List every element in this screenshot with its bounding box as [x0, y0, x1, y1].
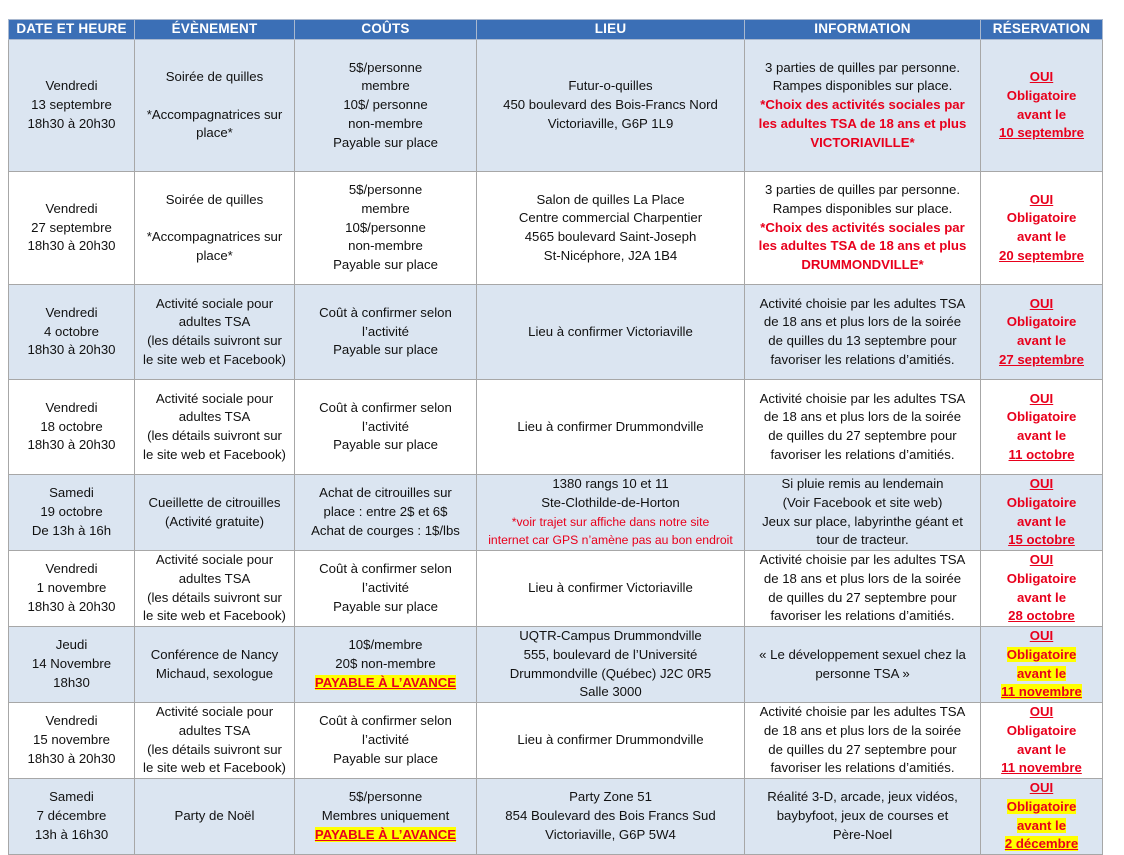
- reservation-obl: [984, 209, 1099, 228]
- cell-line: 854 Boulevard des Bois Francs Sud: [505, 808, 716, 824]
- reservation-date-text: 11 novembre: [1001, 684, 1082, 700]
- cell-line: Réalité 3-D, arcade, jeux vidéos,: [767, 789, 958, 805]
- cell-line: Lieu à confirmer Victoriaville: [528, 580, 693, 596]
- cell-line: *Choix des activités sociales par: [760, 219, 965, 235]
- cell-line: Samedi: [49, 789, 94, 805]
- cell-line: 18h30 à 20h30: [27, 238, 116, 254]
- reservation-date: [984, 351, 1099, 370]
- cell-line: Futur-o-quilles: [568, 78, 653, 94]
- reservation-avant: [984, 332, 1099, 351]
- reservation-oui: [984, 779, 1099, 798]
- cell-line: le site web et Facebook): [143, 351, 286, 367]
- cell-line: 10$/ personne: [343, 97, 428, 113]
- schedule-table: [8, 19, 1103, 855]
- cell-line: adultes TSA: [178, 722, 251, 738]
- cell-line: 14 Novembre: [31, 656, 112, 672]
- cost-cell: [295, 551, 477, 627]
- reservation-obl: [984, 798, 1099, 817]
- place-cell: [477, 380, 745, 475]
- place-cell: [477, 40, 745, 172]
- reservation-date: [984, 683, 1099, 702]
- reservation-avant-text: avant le: [1016, 513, 1067, 529]
- reservation-obl-text: Obligatoire: [1006, 409, 1077, 425]
- cell-line: Père-Noel: [832, 826, 893, 842]
- cell-line: 18h30 à 20h30: [27, 437, 116, 453]
- reservation-oui-text: OUI: [1029, 780, 1054, 796]
- event-cell: [135, 40, 295, 172]
- reservation-avant: [984, 427, 1099, 446]
- reservation-oui: [984, 390, 1099, 409]
- table-row: [9, 551, 1103, 627]
- cell-line: 19 octobre: [40, 504, 103, 520]
- table-row: [9, 380, 1103, 475]
- reservation-date-text: 11 novembre: [1001, 760, 1082, 776]
- cell-line: St-Nicéphore, J2A 1B4: [543, 247, 678, 263]
- event-cell: [135, 172, 295, 285]
- reservation-avant-text: avant le: [1016, 741, 1067, 757]
- cell-line: De 13h à 16h: [31, 522, 112, 538]
- reservation-date-text: 20 septembre: [998, 247, 1085, 263]
- cell-line: 18h30 à 20h30: [27, 750, 116, 766]
- reservation-oui: [984, 68, 1099, 87]
- cell-line: VICTORIAVILLE*: [810, 134, 915, 150]
- cell-line: de quilles du 27 septembre pour: [768, 428, 957, 443]
- cell-line: 10$/membre: [348, 637, 423, 653]
- cell-line: 18h30 à 20h30: [27, 598, 116, 614]
- reservation-date-text: 15 octobre: [1008, 532, 1075, 548]
- cell-line: Coût à confirmer selon: [319, 399, 452, 415]
- cell-line: de 18 ans et plus lors de la soirée: [763, 409, 962, 425]
- cost-cell: [295, 779, 477, 855]
- cell-line: l’activité: [362, 580, 409, 596]
- cell-line: Membres uniquement: [321, 808, 450, 824]
- cell-line: adultes TSA: [178, 409, 251, 425]
- cell-line: Centre commercial Charpentier: [518, 210, 703, 226]
- cell-line: [138, 87, 291, 106]
- cost-cell: [295, 475, 477, 551]
- reservation-avant-text: avant le: [1016, 589, 1067, 605]
- table-row: [9, 475, 1103, 551]
- event-cell: [135, 627, 295, 703]
- cell-line: 27 septembre: [31, 219, 112, 235]
- cell-line: 18h30: [53, 674, 90, 690]
- place-cell: [477, 779, 745, 855]
- cell-line: Vendredi: [45, 78, 98, 94]
- payment-alert: PAYABLE À L’AVANCE: [314, 674, 457, 690]
- cell-line: Lieu à confirmer Drummondville: [517, 732, 704, 748]
- reservation-date: [984, 607, 1099, 626]
- cell-line: Activité choisie par les adultes TSA: [759, 295, 966, 311]
- info-cell: [745, 285, 981, 380]
- reservation-oui-text: OUI: [1029, 704, 1054, 720]
- reservation-avant-text: avant le: [1016, 333, 1067, 348]
- cell-line: Vendredi: [45, 561, 98, 577]
- reservation-obl-text: Obligatoire: [1006, 646, 1077, 662]
- info-cell: [745, 172, 981, 285]
- table-row: [9, 627, 1103, 703]
- reservation-avant: [984, 513, 1099, 532]
- cell-line: membre: [361, 78, 410, 94]
- reservation-obl: [984, 722, 1099, 741]
- reservation-avant: [984, 106, 1099, 125]
- cell-line: Payable sur place: [333, 598, 438, 614]
- reservation-obl-text: Obligatoire: [1006, 798, 1077, 814]
- reservation-date: [984, 124, 1099, 143]
- cell-line: 10$/personne: [345, 219, 426, 235]
- cell-line: place : entre 2$ et 6$: [323, 504, 448, 520]
- place-cell: [477, 551, 745, 627]
- cell-line: UQTR-Campus Drummondville: [519, 628, 702, 644]
- event-cell: [135, 285, 295, 380]
- cell-line: Achat de courges : 1$/lbs: [311, 522, 460, 538]
- date-cell: [9, 172, 135, 285]
- cell-line: 1 novembre: [36, 580, 107, 596]
- reservation-cell: [981, 172, 1103, 285]
- reservation-obl: [984, 87, 1099, 106]
- cell-line: Activité sociale pour: [155, 704, 274, 720]
- cell-line: *voir trajet sur affiche dans notre site: [511, 514, 710, 529]
- cell-line: Samedi: [49, 485, 94, 501]
- cell-line: non-membre: [348, 115, 423, 131]
- cell-line: le site web et Facebook): [143, 760, 286, 776]
- cell-line: Achat de citrouilles sur: [319, 485, 452, 501]
- cell-line: Activité sociale pour: [155, 390, 274, 406]
- date-cell: [9, 703, 135, 779]
- cell-line: Coût à confirmer selon: [319, 304, 452, 320]
- header-place: LIEU: [477, 20, 745, 40]
- reservation-date: [984, 531, 1099, 550]
- reservation-obl-text: Obligatoire: [1006, 722, 1077, 738]
- header-row: [9, 20, 1103, 40]
- reservation-date-text: 2 décembre: [1004, 836, 1079, 852]
- cell-line: 5$/personne: [348, 59, 423, 75]
- cell-line: Salle 3000: [579, 684, 642, 700]
- reservation-cell: [981, 551, 1103, 627]
- reservation-date-text: 11 octobre: [1008, 446, 1075, 462]
- info-cell: [745, 627, 981, 703]
- reservation-oui-text: OUI: [1029, 476, 1054, 492]
- cell-line: Vendredi: [45, 304, 98, 320]
- date-cell: [9, 551, 135, 627]
- cell-line: 555, boulevard de l’Université: [523, 646, 698, 662]
- reservation-oui-text: OUI: [1029, 69, 1054, 85]
- table-row: [9, 40, 1103, 172]
- cell-line: de 18 ans et plus lors de la soirée: [763, 722, 962, 738]
- cost-cell: [295, 172, 477, 285]
- cell-line: 3 parties de quilles par personne.: [764, 182, 960, 198]
- cell-line: Party Zone 51: [569, 789, 652, 805]
- cell-line: Jeudi: [55, 637, 88, 653]
- cell-line: de 18 ans et plus lors de la soirée: [763, 314, 962, 330]
- cell-line: 3 parties de quilles par personne.: [764, 59, 960, 75]
- cell-line: Rampes disponibles sur place.: [772, 78, 953, 94]
- cell-line: membre: [361, 200, 410, 216]
- reservation-avant-text: avant le: [1016, 817, 1067, 833]
- cell-line: 4 octobre: [44, 323, 99, 339]
- cell-line: Soirée de quilles: [165, 69, 264, 85]
- cell-line: adultes TSA: [178, 570, 251, 586]
- cell-line: 5$/personne: [348, 789, 423, 805]
- payment-alert-line: [298, 826, 473, 845]
- place-cell: [477, 703, 745, 779]
- cell-line: les adultes TSA de 18 ans et plus: [758, 115, 967, 131]
- reservation-avant: [984, 665, 1099, 684]
- reservation-obl-text: Obligatoire: [1006, 314, 1077, 330]
- date-cell: [9, 40, 135, 172]
- reservation-oui: [984, 295, 1099, 314]
- cell-line: *Accompagnatrices sur: [146, 229, 283, 244]
- info-cell: [745, 475, 981, 551]
- cell-line: Party de Noël: [174, 808, 255, 824]
- reservation-avant-text: avant le: [1016, 665, 1067, 681]
- date-cell: [9, 475, 135, 551]
- event-cell: [135, 703, 295, 779]
- cell-line: de quilles du 13 septembre pour: [768, 333, 957, 348]
- reservation-oui-text: OUI: [1029, 552, 1054, 568]
- reservation-oui: [984, 703, 1099, 722]
- reservation-obl-text: Obligatoire: [1006, 87, 1077, 103]
- date-cell: [9, 285, 135, 380]
- cell-line: 450 boulevard des Bois-Francs Nord: [503, 97, 718, 113]
- reservation-oui-text: OUI: [1029, 191, 1054, 207]
- reservation-date-text: 27 septembre: [998, 351, 1085, 367]
- cell-line: favoriser les relations d’amitiés.: [770, 608, 955, 624]
- place-cell: [477, 627, 745, 703]
- reservation-avant-text: avant le: [1016, 106, 1067, 122]
- cell-line: Lieu à confirmer Victoriaville: [528, 323, 693, 339]
- cell-line: tour de tracteur.: [816, 532, 909, 548]
- cell-line: 13h à 16h30: [34, 826, 109, 842]
- cell-line: Payable sur place: [333, 750, 438, 766]
- info-cell: [745, 551, 981, 627]
- cell-line: de quilles du 27 septembre pour: [768, 741, 957, 757]
- cell-line: Activité choisie par les adultes TSA: [759, 390, 966, 406]
- cell-line: 13 septembre: [31, 97, 112, 113]
- cell-line: 18 octobre: [40, 418, 103, 434]
- cell-line: le site web et Facebook): [143, 608, 286, 624]
- cell-line: Activité choisie par les adultes TSA: [759, 552, 966, 568]
- cell-line: Activité sociale pour: [155, 552, 274, 568]
- cell-line: place*: [196, 125, 233, 141]
- cell-line: l’activité: [362, 418, 409, 434]
- cost-cell: [295, 40, 477, 172]
- payment-alert: PAYABLE À L’AVANCE: [314, 826, 457, 842]
- cost-cell: [295, 703, 477, 779]
- reservation-obl: [984, 408, 1099, 427]
- cell-line: (Voir Facebook et site web): [782, 494, 943, 510]
- reservation-date: [984, 446, 1099, 465]
- reservation-obl: [984, 313, 1099, 332]
- cell-line: de quilles du 27 septembre pour: [768, 589, 957, 605]
- cell-line: Vendredi: [45, 399, 98, 415]
- reservation-avant: [984, 589, 1099, 608]
- cell-line: « Le développement sexuel chez la: [759, 646, 966, 662]
- header-date: DATE ET HEURE: [9, 20, 135, 40]
- cell-line: l’activité: [362, 732, 409, 748]
- cell-line: Payable sur place: [333, 342, 438, 358]
- table-row: [9, 285, 1103, 380]
- event-cell: [135, 475, 295, 551]
- cell-line: favoriser les relations d’amitiés.: [770, 760, 955, 776]
- cell-line: Ste-Clothilde-de-Horton: [541, 494, 680, 510]
- reservation-oui: [984, 627, 1099, 646]
- cell-line: Coût à confirmer selon: [319, 561, 452, 577]
- cell-line: Cueillette de citrouilles: [148, 494, 281, 510]
- cell-line: 20$ non-membre: [335, 656, 436, 672]
- reservation-cell: [981, 779, 1103, 855]
- reservation-cell: [981, 285, 1103, 380]
- cell-line: 15 novembre: [33, 732, 110, 748]
- reservation-date: [984, 247, 1099, 266]
- cell-line: Conférence de Nancy: [150, 646, 279, 662]
- table-row: [9, 703, 1103, 779]
- cell-line: Victoriaville, G6P 1L9: [547, 115, 674, 131]
- cell-line: *Choix des activités sociales par: [760, 97, 965, 113]
- cell-line: Payable sur place: [333, 257, 438, 273]
- cell-line: (les détails suivront sur: [147, 428, 282, 443]
- cell-line: Payable sur place: [333, 437, 438, 453]
- info-cell: [745, 779, 981, 855]
- cell-line: non-membre: [348, 238, 423, 254]
- cell-line: 5$/personne: [348, 182, 423, 198]
- reservation-date-text: 28 octobre: [1008, 608, 1075, 624]
- reservation-avant-text: avant le: [1016, 428, 1067, 443]
- header-event: ÉVÈNEMENT: [135, 20, 295, 40]
- cell-line: 1380 rangs 10 et 11: [552, 476, 669, 492]
- header-cost: COÛTS: [295, 20, 477, 40]
- cell-line: l’activité: [362, 323, 409, 339]
- cell-line: Vendredi: [45, 713, 98, 729]
- cell-line: Payable sur place: [333, 134, 438, 150]
- reservation-avant: [984, 228, 1099, 247]
- reservation-obl-text: Obligatoire: [1006, 494, 1077, 510]
- reservation-obl: [984, 494, 1099, 513]
- header-info: INFORMATION: [745, 20, 981, 40]
- cell-line: Coût à confirmer selon: [319, 713, 452, 729]
- cell-line: (les détails suivront sur: [147, 589, 282, 605]
- reservation-date: [984, 759, 1099, 778]
- place-cell: [477, 475, 745, 551]
- cell-line: [138, 209, 291, 228]
- cell-line: personne TSA »: [815, 665, 910, 681]
- cell-line: (Activité gratuite): [165, 513, 264, 529]
- cost-cell: [295, 380, 477, 475]
- cell-line: Soirée de quilles: [165, 191, 264, 207]
- reservation-obl-text: Obligatoire: [1006, 210, 1077, 226]
- reservation-date: [984, 835, 1099, 854]
- cell-line: Activité sociale pour: [155, 295, 274, 311]
- cell-line: favoriser les relations d’amitiés.: [770, 351, 955, 367]
- reservation-obl: [984, 570, 1099, 589]
- cell-line: 18h30 à 20h30: [27, 342, 116, 358]
- reservation-oui: [984, 551, 1099, 570]
- cell-line: baybyfoot, jeux de courses et: [776, 808, 949, 824]
- cell-line: Drummondville (Québec) J2C 0R5: [509, 665, 712, 681]
- reservation-obl: [984, 646, 1099, 665]
- cell-line: Jeux sur place, labyrinthe géant et: [762, 513, 963, 529]
- cell-line: Michaud, sexologue: [155, 665, 274, 681]
- cell-line: 18h30 à 20h30: [27, 115, 116, 131]
- reservation-avant-text: avant le: [1016, 229, 1067, 244]
- cell-line: Vendredi: [45, 200, 98, 216]
- place-cell: [477, 172, 745, 285]
- reservation-cell: [981, 40, 1103, 172]
- header-reservation: RÉSERVATION: [981, 20, 1103, 40]
- event-cell: [135, 779, 295, 855]
- event-cell: [135, 551, 295, 627]
- reservation-oui: [984, 191, 1099, 210]
- cell-line: (les détails suivront sur: [147, 741, 282, 757]
- table-row: [9, 779, 1103, 855]
- reservation-cell: [981, 475, 1103, 551]
- event-cell: [135, 380, 295, 475]
- cell-line: Lieu à confirmer Drummondville: [517, 418, 704, 434]
- info-cell: [745, 380, 981, 475]
- table-row: [9, 172, 1103, 285]
- payment-alert-line: [298, 674, 473, 693]
- cell-line: (les détails suivront sur: [147, 333, 282, 348]
- cell-line: adultes TSA: [178, 314, 251, 330]
- cell-line: Si pluie remis au lendemain: [781, 476, 944, 492]
- cell-line: place*: [196, 247, 233, 263]
- cell-line: les adultes TSA de 18 ans et plus: [758, 238, 967, 254]
- reservation-oui-text: OUI: [1029, 628, 1054, 644]
- cell-line: le site web et Facebook): [143, 446, 286, 462]
- reservation-avant: [984, 817, 1099, 836]
- cell-line: internet car GPS n’amène pas au bon endroit: [488, 533, 733, 548]
- reservation-cell: [981, 627, 1103, 703]
- cell-line: 7 décembre: [36, 808, 107, 824]
- cost-cell: [295, 627, 477, 703]
- cell-line: *Accompagnatrices sur: [146, 106, 283, 122]
- cell-line: Activité choisie par les adultes TSA: [759, 704, 966, 720]
- reservation-obl-text: Obligatoire: [1006, 570, 1077, 586]
- cell-line: 4565 boulevard Saint-Joseph: [524, 229, 697, 244]
- cell-line: Victoriaville, G6P 5W4: [545, 826, 676, 842]
- cell-line: favoriser les relations d’amitiés.: [770, 446, 955, 462]
- cell-line: Rampes disponibles sur place.: [772, 200, 953, 216]
- cost-cell: [295, 285, 477, 380]
- cell-line: DRUMMONDVILLE*: [801, 257, 924, 273]
- date-cell: [9, 627, 135, 703]
- reservation-oui-text: OUI: [1029, 390, 1054, 406]
- date-cell: [9, 380, 135, 475]
- cell-line: de 18 ans et plus lors de la soirée: [763, 570, 962, 586]
- cell-line: Salon de quilles La Place: [536, 191, 685, 207]
- reservation-cell: [981, 380, 1103, 475]
- date-cell: [9, 779, 135, 855]
- reservation-avant: [984, 741, 1099, 760]
- reservation-date-text: 10 septembre: [998, 125, 1085, 141]
- info-cell: [745, 40, 981, 172]
- info-cell: [745, 703, 981, 779]
- place-cell: [477, 285, 745, 380]
- reservation-cell: [981, 703, 1103, 779]
- reservation-oui-text: OUI: [1029, 295, 1054, 311]
- reservation-oui: [984, 475, 1099, 494]
